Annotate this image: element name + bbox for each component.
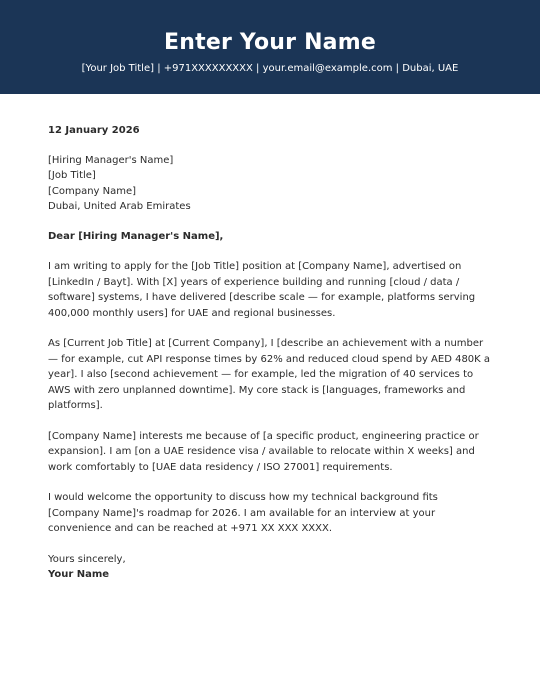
recipient-title: [Job Title] <box>48 170 96 181</box>
recipient-address <box>48 153 492 215</box>
salutation: Dear [Hiring Manager's Name], <box>48 230 224 242</box>
letter-header <box>0 0 540 94</box>
recipient-name: [Hiring Manager's Name] <box>48 154 174 166</box>
signature-name: Your Name <box>48 569 110 580</box>
closing-phrase: Yours sincerely, <box>48 553 126 565</box>
applicant-name: Enter Your Name <box>164 30 376 55</box>
paragraph-closing: I would welcome the opportunity to discuss how my technical background fits [Company Name]'s roadmap for 2026. I am available for an interview at your convenience and can be reached at +971 XX XXX XXXX. <box>48 492 438 534</box>
letter-date: 12 January 2026 <box>48 125 140 136</box>
contact-line: [Your Job Title] | +971XXXXXXXXX | your.email@example.com | Dubai, UAE <box>81 63 459 74</box>
paragraph-intro: I am writing to apply for the [Job Title] position at [Company Name], advertised on [LinkedIn / Bayt]. With [X] years of experience building and running [cloud / data / software] systems, I have delivered [describe scale — for example, platforms serving 400,000 monthly users] for UAE and regional businesses. <box>48 261 476 319</box>
recipient-location: Dubai, United Arab Emirates <box>48 201 191 212</box>
paragraph-motivation: [Company Name] interests me because of [a specific product, engineering practice or expansion]. I am [on a UAE residence visa / available to relocate within X weeks] and work comfortably to [UAE data residency / ISO 27001] requirements. <box>48 430 479 473</box>
letter-body <box>0 123 540 583</box>
paragraph-achievements: As [Current Job Title] at [Current Company], I [describe an achievement with a number — for example, cut API response times by 62% and reduced cloud spend by AED 480K a year]. I also [second achievement — for example, led the migration of 40 services to AWS with zero unplanned downtime]. My core stack is [languages, frameworks and platforms]. <box>48 338 491 411</box>
recipient-company: [Company Name] <box>48 185 137 197</box>
